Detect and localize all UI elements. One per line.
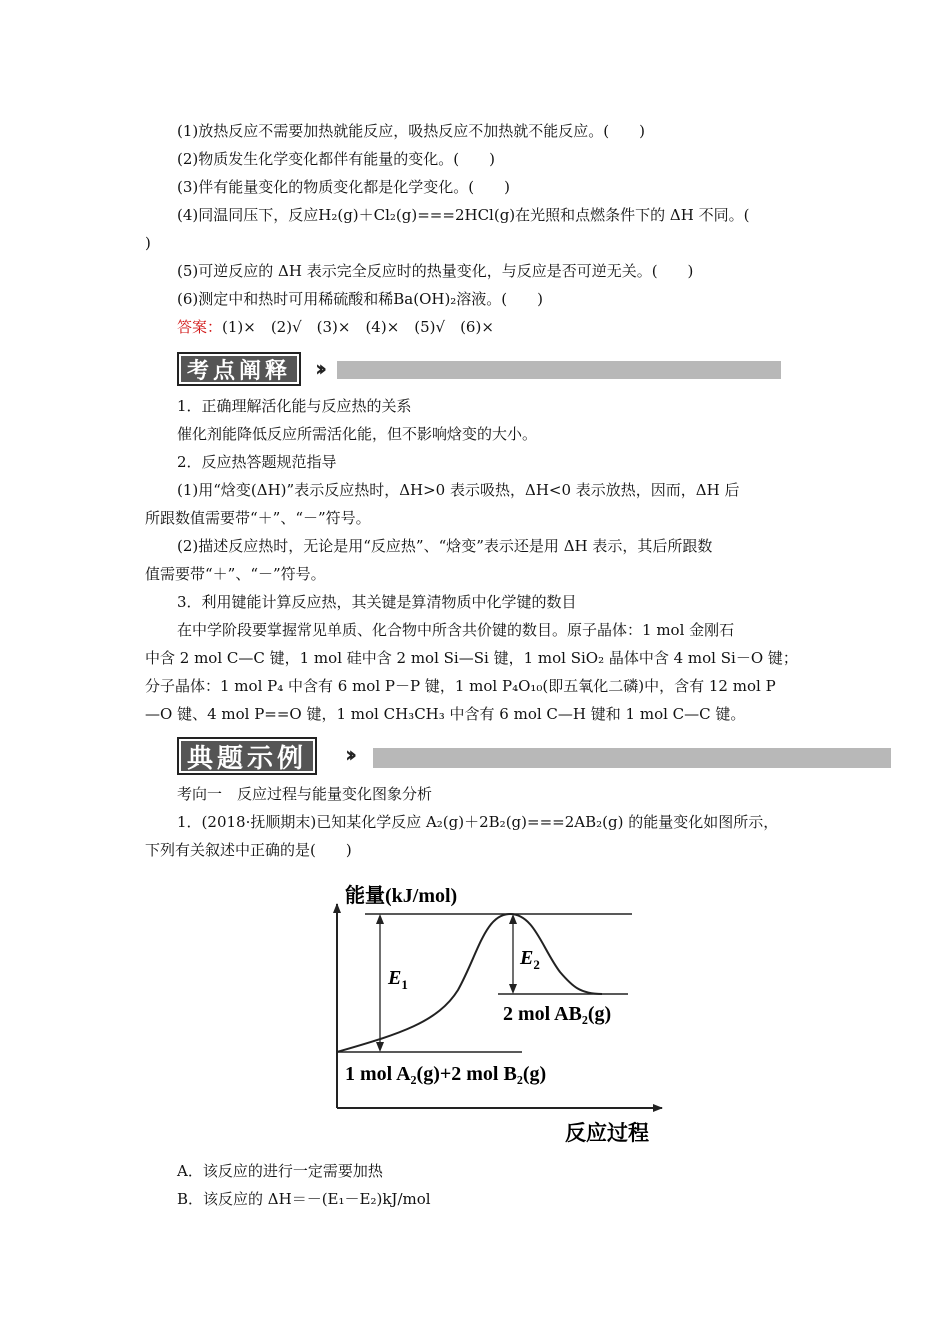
question-line-1: 1．(2018·抚顺期末)已知某化学反应 A₂(g)＋2B₂(g)===2AB₂(g) 的能量变化如图所示， [177, 813, 779, 831]
section-title: 考点阐释 [181, 356, 297, 382]
s1-line-4: (1)用“焓变(ΔH)”表示反应热时，ΔH>0 表示吸热，ΔH<0 表示放热，因而，ΔH 后 [177, 481, 740, 499]
e2-label: $E_2$ [520, 947, 540, 972]
energy-curve [337, 914, 602, 1052]
judgement-item-3: (3)伴有能量变化的物质变化都是化学变化。( ) [177, 178, 510, 196]
chevron-icon: ›› [315, 357, 322, 382]
product-label: 2 mol AB₂(g) [503, 1003, 612, 1025]
banner-bar [373, 748, 891, 768]
s1-line-1: 1．正确理解活化能与反应热的关系 [177, 397, 412, 415]
judgement-item-4: (4)同温同压下，反应H₂(g)＋Cl₂(g)===2HCl(g)在光照和点燃条件下的 ΔH 不同。( [177, 206, 750, 224]
judgement-item-4-cont: ) [145, 234, 151, 252]
s1-line-5: 所跟数值需要带“＋”、“－”符号。 [145, 509, 371, 527]
e1-label: $E_1$ [388, 967, 408, 992]
question-line-2: 下列有关叙述中正确的是( ) [145, 841, 352, 859]
answer-text: (1)× (2)√ (3)× (4)× (5)√ (6)× [222, 318, 494, 336]
reactant-label: 1 mol A₂(g)+2 mol B₂(g) [345, 1063, 547, 1085]
section-banner-dianti [177, 737, 891, 775]
chevron-icon: ›› [345, 743, 352, 768]
s2-subtitle: 考向一 反应过程与能量变化图象分析 [177, 785, 433, 803]
section-title: 典题示例 [181, 741, 313, 771]
y-axis-label: 能量(kJ/mol) [345, 885, 458, 907]
banner-tag [177, 352, 301, 386]
section-banner-kaodian [177, 352, 781, 386]
judgement-item-6: (6)测定中和热时可用稀硫酸和稀Ba(OH)₂溶液。( ) [177, 290, 544, 308]
s1-line-9: 在中学阶段要掌握常见单质、化合物中所含共价键的数目。原子晶体：1 mol 金刚石 [177, 621, 735, 639]
s1-line-3: 2．反应热答题规范指导 [177, 453, 337, 471]
banner-tag [177, 737, 317, 775]
judgement-item-2: (2)物质发生化学变化都伴有能量的变化。( ) [177, 150, 495, 168]
option-b: B．该反应的 ΔH＝－(E₁－E₂)kJ/mol [177, 1190, 431, 1208]
x-axis-label: 反应过程 [565, 1121, 649, 1145]
answer-line [177, 317, 494, 337]
answer-label: 答案： [177, 318, 223, 336]
judgement-item-1: (1)放热反应不需要加热就能反应，吸热反应不加热就不能反应。( ) [177, 122, 645, 140]
s1-line-12: —O 键、4 mol P==O 键，1 mol CH₃CH₃ 中含有 6 mol C—H 键和 1 mol C—C 键。 [145, 705, 746, 723]
option-a: A．该反应的进行一定需要加热 [177, 1162, 383, 1180]
s1-line-6: (2)描述反应热时，无论是用“反应热”、“焓变”表示还是用 ΔH 表示，其后所跟数 [177, 537, 713, 555]
s1-line-11: 分子晶体：1 mol P₄ 中含有 6 mol P－P 键，1 mol P₄O₁₀(即五氧化二磷)中，含有 12 mol P [145, 677, 776, 695]
judgement-item-5: (5)可逆反应的 ΔH 表示完全反应时的热量变化，与反应是否可逆无关。( ) [177, 262, 694, 280]
s1-line-8: 3．利用键能计算反应热，其关键是算清物质中化学键的数目 [177, 593, 577, 611]
s1-line-2: 催化剂能降低反应所需活化能，但不影响焓变的大小。 [177, 425, 538, 443]
banner-bar [337, 361, 781, 379]
s1-line-10: 中含 2 mol C—C 键，1 mol 硅中含 2 mol Si—Si 键，1 mol SiO₂ 晶体中含 4 mol Si－O 键； [145, 649, 798, 667]
s1-line-7: 值需要带“＋”、“－”符号。 [145, 565, 326, 583]
energy-diagram [320, 872, 670, 1148]
